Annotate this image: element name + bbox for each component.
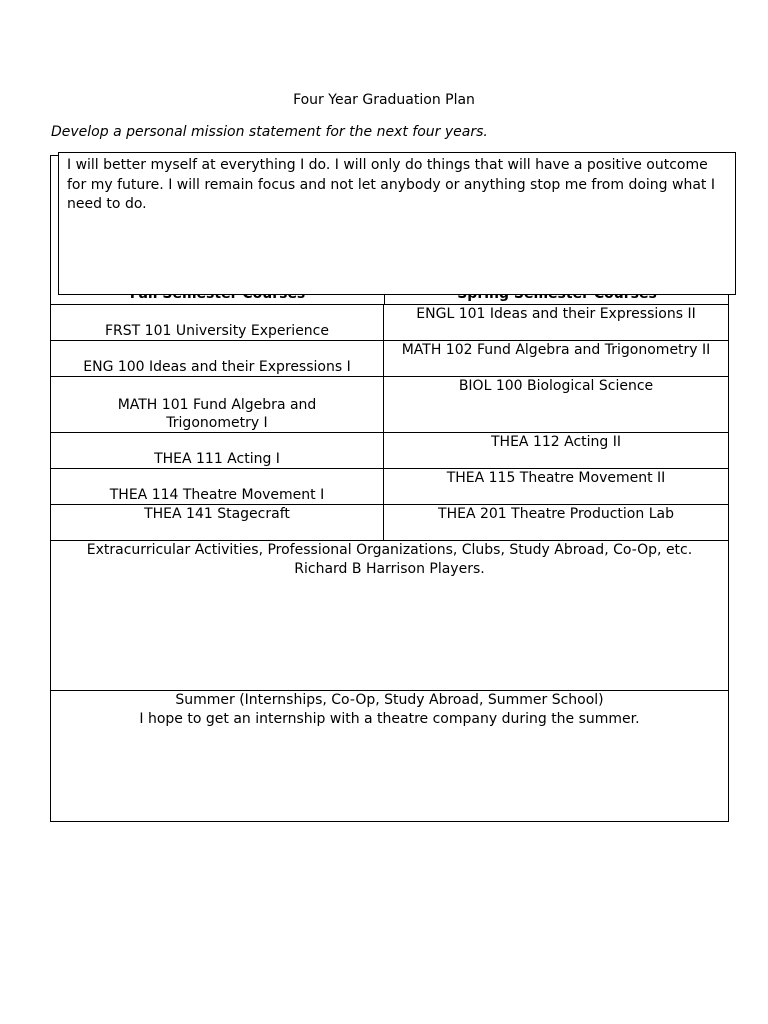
summer-content: I hope to get an internship with a theatre company during the summer. [139, 711, 640, 727]
table-corner [50, 155, 58, 173]
course-row [51, 305, 728, 341]
mission-statement-text: I will better myself at everything I do. I will only do things that will have a positive outcome for my future. I will remain focus and not let anybody or anything stop me from doing what I need to do. [67, 157, 715, 212]
fall-course: THEA 141 Stagecraft [144, 506, 290, 522]
extracurricular-section [51, 541, 728, 691]
course-row [51, 341, 728, 377]
page-title: Four Year Graduation Plan [293, 92, 475, 108]
fall-course: MATH 101 Fund Algebra and Trigonometry I [117, 397, 317, 431]
spring-course-cell [384, 377, 728, 432]
spring-course-cell [384, 505, 728, 540]
fall-course: FRST 101 University Experience [105, 323, 329, 339]
fall-course-cell [51, 341, 384, 376]
spring-course: BIOL 100 Biological Science [458, 378, 654, 394]
mission-statement-box[interactable] [58, 152, 736, 295]
fall-course-cell [51, 505, 384, 540]
course-row [51, 505, 728, 541]
spring-course: THEA 112 Acting II [491, 434, 621, 450]
fall-course-cell [51, 433, 384, 468]
fall-course: THEA 114 Theatre Movement I [109, 487, 325, 503]
spring-course: THEA 201 Theatre Production Lab [438, 506, 674, 522]
extracurricular-content: Richard B Harrison Players. [294, 561, 485, 577]
fall-course: ENG 100 Ideas and their Expressions I [83, 359, 351, 375]
spring-course-cell [384, 305, 728, 340]
spring-course: MATH 102 Fund Algebra and Trigonometry II [401, 342, 711, 358]
spring-course-cell [384, 341, 728, 376]
fall-course: THEA 111 Acting I [154, 451, 280, 467]
course-row [51, 377, 728, 433]
spring-course: THEA 115 Theatre Movement II [446, 470, 666, 486]
fall-course-cell [51, 377, 384, 432]
course-row [51, 469, 728, 505]
spring-course-cell [384, 469, 728, 504]
summer-heading: Summer (Internships, Co-Op, Study Abroad, Summer School) [175, 692, 604, 708]
fall-course-cell [51, 305, 384, 340]
spring-course: ENGL 101 Ideas and their Expressions II [416, 306, 696, 322]
course-row [51, 433, 728, 469]
fall-course-cell [51, 469, 384, 504]
summer-section [51, 691, 728, 821]
extracurricular-heading: Extracurricular Activities, Professional Organizations, Clubs, Study Abroad, Co-Op, etc. [86, 542, 693, 558]
spring-course-cell [384, 433, 728, 468]
mission-prompt: Develop a personal mission statement for the next four years. [51, 124, 488, 140]
